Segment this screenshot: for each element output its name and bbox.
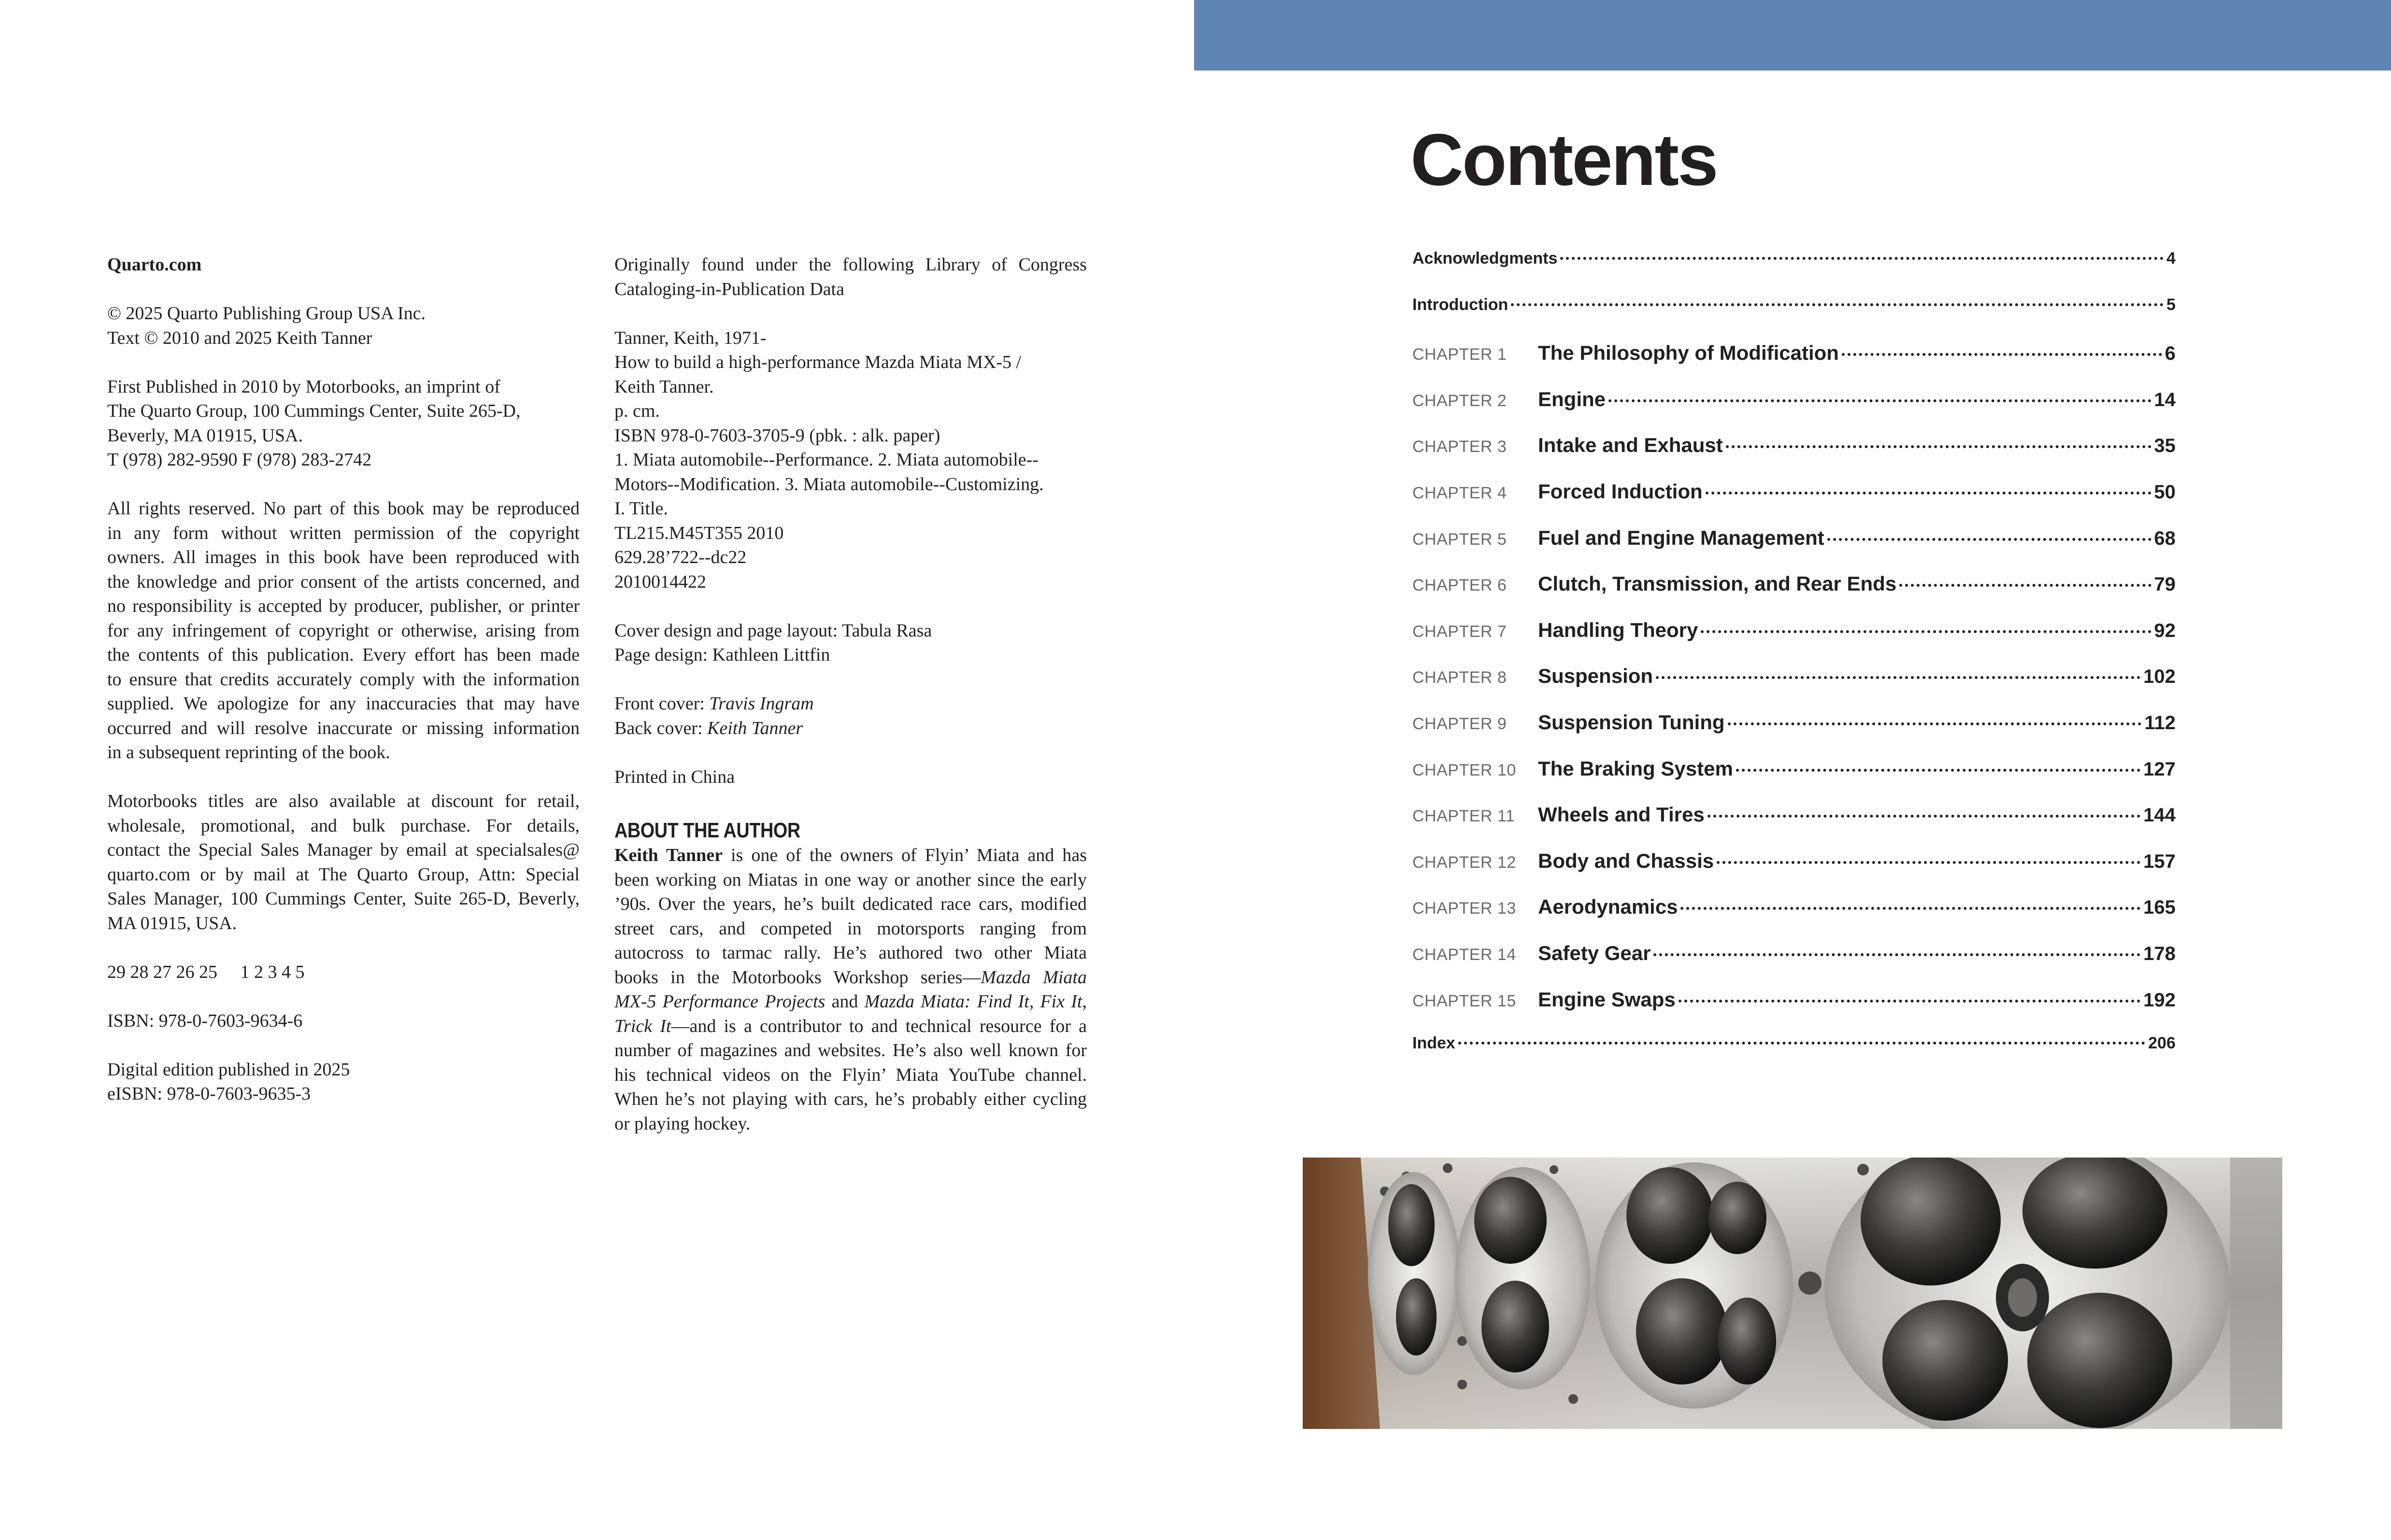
about-line xyxy=(614,965,1087,990)
toc-dot-leader xyxy=(1728,722,2142,725)
rights-line: supplied. We apologize for any inaccuracies that may have xyxy=(107,693,580,714)
sales-line: Motorbooks titles are also available at discount for retail, xyxy=(107,791,580,811)
design-credits xyxy=(614,619,1087,667)
toc-dot-leader xyxy=(1899,584,2151,587)
toc-chapter-label: CHAPTER 8 xyxy=(1412,668,1507,687)
toc-page-number: 5 xyxy=(2166,295,2176,314)
rights-line: in a subsequent reprinting of the book. xyxy=(107,742,390,763)
rights-notice xyxy=(107,496,580,765)
copyright-line: © 2025 Quarto Publishing Group USA Inc. xyxy=(107,303,426,324)
toc-title: Forced Induction xyxy=(1538,480,1703,503)
publisher-site: Quarto.com xyxy=(107,254,202,275)
author-name: Keith Tanner xyxy=(614,845,723,865)
page-title: Contents xyxy=(1410,119,1717,201)
toc-dot-leader xyxy=(1656,676,2140,679)
rights-line: occurred and will resolve inaccurate or missing information xyxy=(107,718,580,738)
rights-line: the contents of this publication. Every effort has been made xyxy=(107,645,580,665)
cip-line: 629.28’722--dc22 xyxy=(614,547,747,567)
digital-edition xyxy=(107,1058,580,1106)
book-title: MX-5 Performance Projects xyxy=(614,991,825,1012)
toc-title: Engine Swaps xyxy=(1538,988,1676,1011)
toc-dot-leader xyxy=(1717,861,2140,864)
toc-title: Fuel and Engine Management xyxy=(1538,526,1824,549)
cip-line: TL215.M45T355 2010 xyxy=(614,523,784,543)
toc-entry[interactable] xyxy=(1412,942,2176,971)
toc-dot-leader xyxy=(1706,492,2151,494)
about-line: ’90s. Over the years, he’s built dedicated race cars, modified xyxy=(614,894,1087,914)
toc-page-number: 102 xyxy=(2143,666,2176,688)
sales-line: Sales Manager, 100 Cummings Center, Suite 265-D, Beverly, xyxy=(107,889,580,909)
toc-chapter-label: CHAPTER 4 xyxy=(1412,484,1507,502)
toc-title: Intake and Exhaust xyxy=(1538,434,1723,457)
first-published xyxy=(107,375,580,472)
toc-chapter-label: CHAPTER 9 xyxy=(1412,715,1507,733)
toc-dot-leader xyxy=(1726,445,2151,448)
cip-line: 2010014422 xyxy=(614,571,706,592)
toc-dot-leader xyxy=(1680,907,2140,910)
about-text-span: books in the Motorbooks Workshop series— xyxy=(614,967,981,988)
cover-design-credit: Cover design and page layout: Tabula Rasa xyxy=(614,620,932,641)
cip-line: 1. Miata automobile--Performance. 2. Miata automobile-- xyxy=(614,450,1039,470)
about-line: number of magazines and websites. He’s also well known for xyxy=(614,1040,1087,1060)
toc-entry[interactable] xyxy=(1412,849,2176,878)
cip-line: Keith Tanner. xyxy=(614,376,714,397)
book-title: Mazda Miata xyxy=(981,967,1087,988)
rights-line: the knowledge and prior consent of the artists concerned, and xyxy=(107,571,580,592)
toc-page-number: 92 xyxy=(2154,620,2176,641)
toc-chapter-label: CHAPTER 15 xyxy=(1412,991,1516,1010)
about-line: street cars, and competed in motorsports ranging from xyxy=(614,918,1087,939)
toc-page-number: 165 xyxy=(2143,897,2176,918)
toc-chapter-label: CHAPTER 3 xyxy=(1412,438,1507,456)
rights-line: for any infringement of copyright or otherwise, arising from xyxy=(107,620,580,641)
toc-entry[interactable] xyxy=(1412,711,2176,740)
first-published-line: Beverly, MA 01915, USA. xyxy=(107,425,303,446)
toc-title: Suspension xyxy=(1538,664,1653,688)
front-cover-credit xyxy=(614,692,1087,716)
rights-line: in any form without written permission of the copyright xyxy=(107,523,580,543)
sales-notice xyxy=(107,789,580,935)
about-line: or playing hockey. xyxy=(614,1113,751,1134)
toc-entry[interactable] xyxy=(1412,572,2176,601)
toc-chapter-label: CHAPTER 6 xyxy=(1412,576,1507,595)
toc-entry[interactable] xyxy=(1412,619,2176,648)
toc-page-number: 157 xyxy=(2143,850,2176,872)
toc-page-number: 178 xyxy=(2143,943,2176,964)
book-title: Mazda Miata: Find It, Fix It, xyxy=(864,991,1087,1012)
toc-page-number: 79 xyxy=(2154,574,2176,595)
toc-title: Handling Theory xyxy=(1538,618,1698,641)
eisbn: eISBN: 978-0-7603-9635-3 xyxy=(107,1084,311,1104)
sales-line: quarto.com or by mail at The Quarto Group, Attn: Special xyxy=(107,864,580,885)
toc-entry[interactable] xyxy=(1412,757,2176,786)
toc-dot-leader xyxy=(1560,257,2163,260)
toc-chapter-label: CHAPTER 11 xyxy=(1412,807,1515,826)
toc-entry[interactable] xyxy=(1412,803,2176,832)
toc-entry[interactable] xyxy=(1412,296,2176,325)
digital-edition-line: Digital edition published in 2025 xyxy=(107,1059,350,1080)
about-author-text xyxy=(614,843,1087,1136)
copyright-column-left xyxy=(107,253,580,1130)
first-published-line: First Published in 2010 by Motorbooks, an imprint of xyxy=(107,376,500,397)
toc-dot-leader xyxy=(1827,538,2151,541)
front-cover-name: Travis Ingram xyxy=(709,693,814,714)
cip-data xyxy=(614,326,1087,594)
toc-chapter-label: CHAPTER 14 xyxy=(1412,946,1516,964)
sales-line: wholesale, promotional, and bulk purchase. For details, xyxy=(107,815,580,836)
toc-title: The Philosophy of Modification xyxy=(1538,341,1839,365)
toc-dot-leader xyxy=(1679,1000,2141,1003)
toc-title: Aerodynamics xyxy=(1538,895,1678,918)
about-text-span: —and is a contributor to and technical resource for a xyxy=(671,1016,1087,1036)
toc-title: Engine xyxy=(1538,387,1606,410)
about-author-heading: ABOUT THE AUTHOR xyxy=(614,819,800,842)
first-published-line: T (978) 282-9590 F (978) 283-2742 xyxy=(107,450,372,470)
copyright-line: Text © 2010 and 2025 Keith Tanner xyxy=(107,327,372,348)
about-line xyxy=(614,1014,1087,1039)
toc-page-number: 112 xyxy=(2144,712,2176,734)
toc-dot-leader xyxy=(1608,399,2151,402)
front-cover-label: Front cover: xyxy=(614,693,710,714)
toc-chapter-label: CHAPTER 2 xyxy=(1412,391,1507,410)
about-line xyxy=(614,843,1087,868)
toc-page-number: 4 xyxy=(2166,249,2176,268)
toc-chapter-label: CHAPTER 10 xyxy=(1412,761,1516,779)
isbn: ISBN: 978-0-7603-9634-6 xyxy=(107,1010,303,1031)
toc-chapter-label: CHAPTER 5 xyxy=(1412,530,1507,549)
toc-page-number: 127 xyxy=(2143,758,2176,780)
back-cover-credit xyxy=(614,716,1087,741)
rights-line: no responsibility is accepted by producer, publisher, or printer xyxy=(107,596,580,616)
toc-chapter-label: CHAPTER 1 xyxy=(1412,345,1507,364)
toc-title: Index xyxy=(1412,1034,1455,1053)
toc-page-number: 50 xyxy=(2154,481,2176,503)
cip-line: I. Title. xyxy=(614,498,668,519)
toc-title: Suspension Tuning xyxy=(1538,711,1725,734)
back-cover-name: Keith Tanner xyxy=(707,718,803,738)
toc-page-number: 144 xyxy=(2143,805,2176,826)
toc-entry[interactable] xyxy=(1412,434,2176,463)
rights-line: All rights reserved. No part of this book may be reproduced xyxy=(107,498,580,519)
cip-intro-line: Originally found under the following Library of Congress xyxy=(614,254,1087,275)
rights-line: to ensure that credits accurately comply with the information xyxy=(107,669,580,690)
cip-intro-line: Cataloging-in-Publication Data xyxy=(614,279,844,299)
about-line: been working on Miatas in one way or another since the early xyxy=(614,869,1087,890)
sales-line: MA 01915, USA. xyxy=(107,913,237,933)
toc-entry[interactable] xyxy=(1412,341,2176,370)
cip-line: ISBN 978-0-7603-3705-9 (pbk. : alk. paper) xyxy=(614,425,940,446)
toc-entry[interactable] xyxy=(1412,895,2176,924)
toc-page-number: 68 xyxy=(2154,527,2176,549)
toc-entry[interactable] xyxy=(1412,664,2176,693)
toc-title: Clutch, Transmission, and Rear Ends xyxy=(1538,572,1897,595)
header-color-bar xyxy=(1194,0,2391,71)
page-design-credit: Page design: Kathleen Littfin xyxy=(614,645,830,665)
print-line: 29 28 27 26 25 1 2 3 4 5 xyxy=(107,961,305,982)
toc-dot-leader xyxy=(1842,353,2162,356)
about-text-span: is one of the owners of Flyin’ Miata and has xyxy=(722,845,1087,865)
toc-page-number: 206 xyxy=(2148,1034,2176,1053)
toc-dot-leader xyxy=(1736,769,2140,772)
about-text-span: and xyxy=(825,991,865,1012)
toc-title: Acknowledgments xyxy=(1412,249,1558,268)
toc-chapter-label: CHAPTER 12 xyxy=(1412,853,1516,872)
toc-title: Introduction xyxy=(1412,295,1509,314)
toc-title: The Braking System xyxy=(1538,757,1733,780)
back-cover-label: Back cover: xyxy=(614,718,708,738)
toc-page-number: 192 xyxy=(2143,989,2176,1011)
printed-in: Printed in China xyxy=(614,766,735,787)
toc-title: Safety Gear xyxy=(1538,942,1651,964)
cip-line: Motors--Modification. 3. Miata automobile--Customizing. xyxy=(614,474,1044,494)
cylinder-head-photo xyxy=(1303,1158,2282,1429)
toc-entry[interactable] xyxy=(1412,1034,2176,1063)
cip-line: Tanner, Keith, 1971- xyxy=(614,327,767,348)
toc-page-number: 14 xyxy=(2154,389,2176,410)
toc-dot-leader xyxy=(1511,303,2163,306)
first-published-line: The Quarto Group, 100 Cummings Center, Suite 265-D, xyxy=(107,401,521,421)
cip-line: p. cm. xyxy=(614,401,660,421)
cip-intro xyxy=(614,253,1087,301)
toc-chapter-label: CHAPTER 13 xyxy=(1412,899,1516,918)
toc-dot-leader xyxy=(1458,1042,2145,1045)
toc-title: Body and Chassis xyxy=(1538,849,1714,872)
about-line: his technical videos on the Flyin’ Miata YouTube channel. xyxy=(614,1064,1087,1085)
toc-entry[interactable] xyxy=(1412,988,2176,1017)
toc-entry[interactable] xyxy=(1412,480,2176,509)
book-title: Trick It xyxy=(614,1016,671,1036)
toc-dot-leader xyxy=(1653,953,2140,956)
toc-entry[interactable] xyxy=(1412,526,2176,555)
toc-entry[interactable] xyxy=(1412,249,2176,278)
about-line: When he’s not playing with cars, he’s probably either cycling xyxy=(614,1089,1087,1109)
sales-line: contact the Special Sales Manager by email at specialsales@ xyxy=(107,840,580,860)
toc-page-number: 35 xyxy=(2154,435,2176,457)
about-line: autocross to tarmac rally. He’s authored two other Miata xyxy=(614,943,1087,963)
toc-title: Wheels and Tires xyxy=(1538,803,1705,826)
toc-dot-leader xyxy=(1708,815,2141,818)
toc-entry[interactable] xyxy=(1412,388,2176,417)
rights-line: owners. All images in this book have been reproduced with xyxy=(107,547,580,567)
copyright-notice xyxy=(107,301,580,350)
cover-credits xyxy=(614,692,1087,740)
toc-chapter-label: CHAPTER 7 xyxy=(1412,622,1507,641)
cip-line: How to build a high-performance Mazda Miata MX-5 / xyxy=(614,352,1022,372)
toc-dot-leader xyxy=(1701,630,2151,633)
toc-page-number: 6 xyxy=(2164,343,2176,365)
about-line xyxy=(614,989,1087,1014)
copyright-column-right xyxy=(614,253,1087,1136)
